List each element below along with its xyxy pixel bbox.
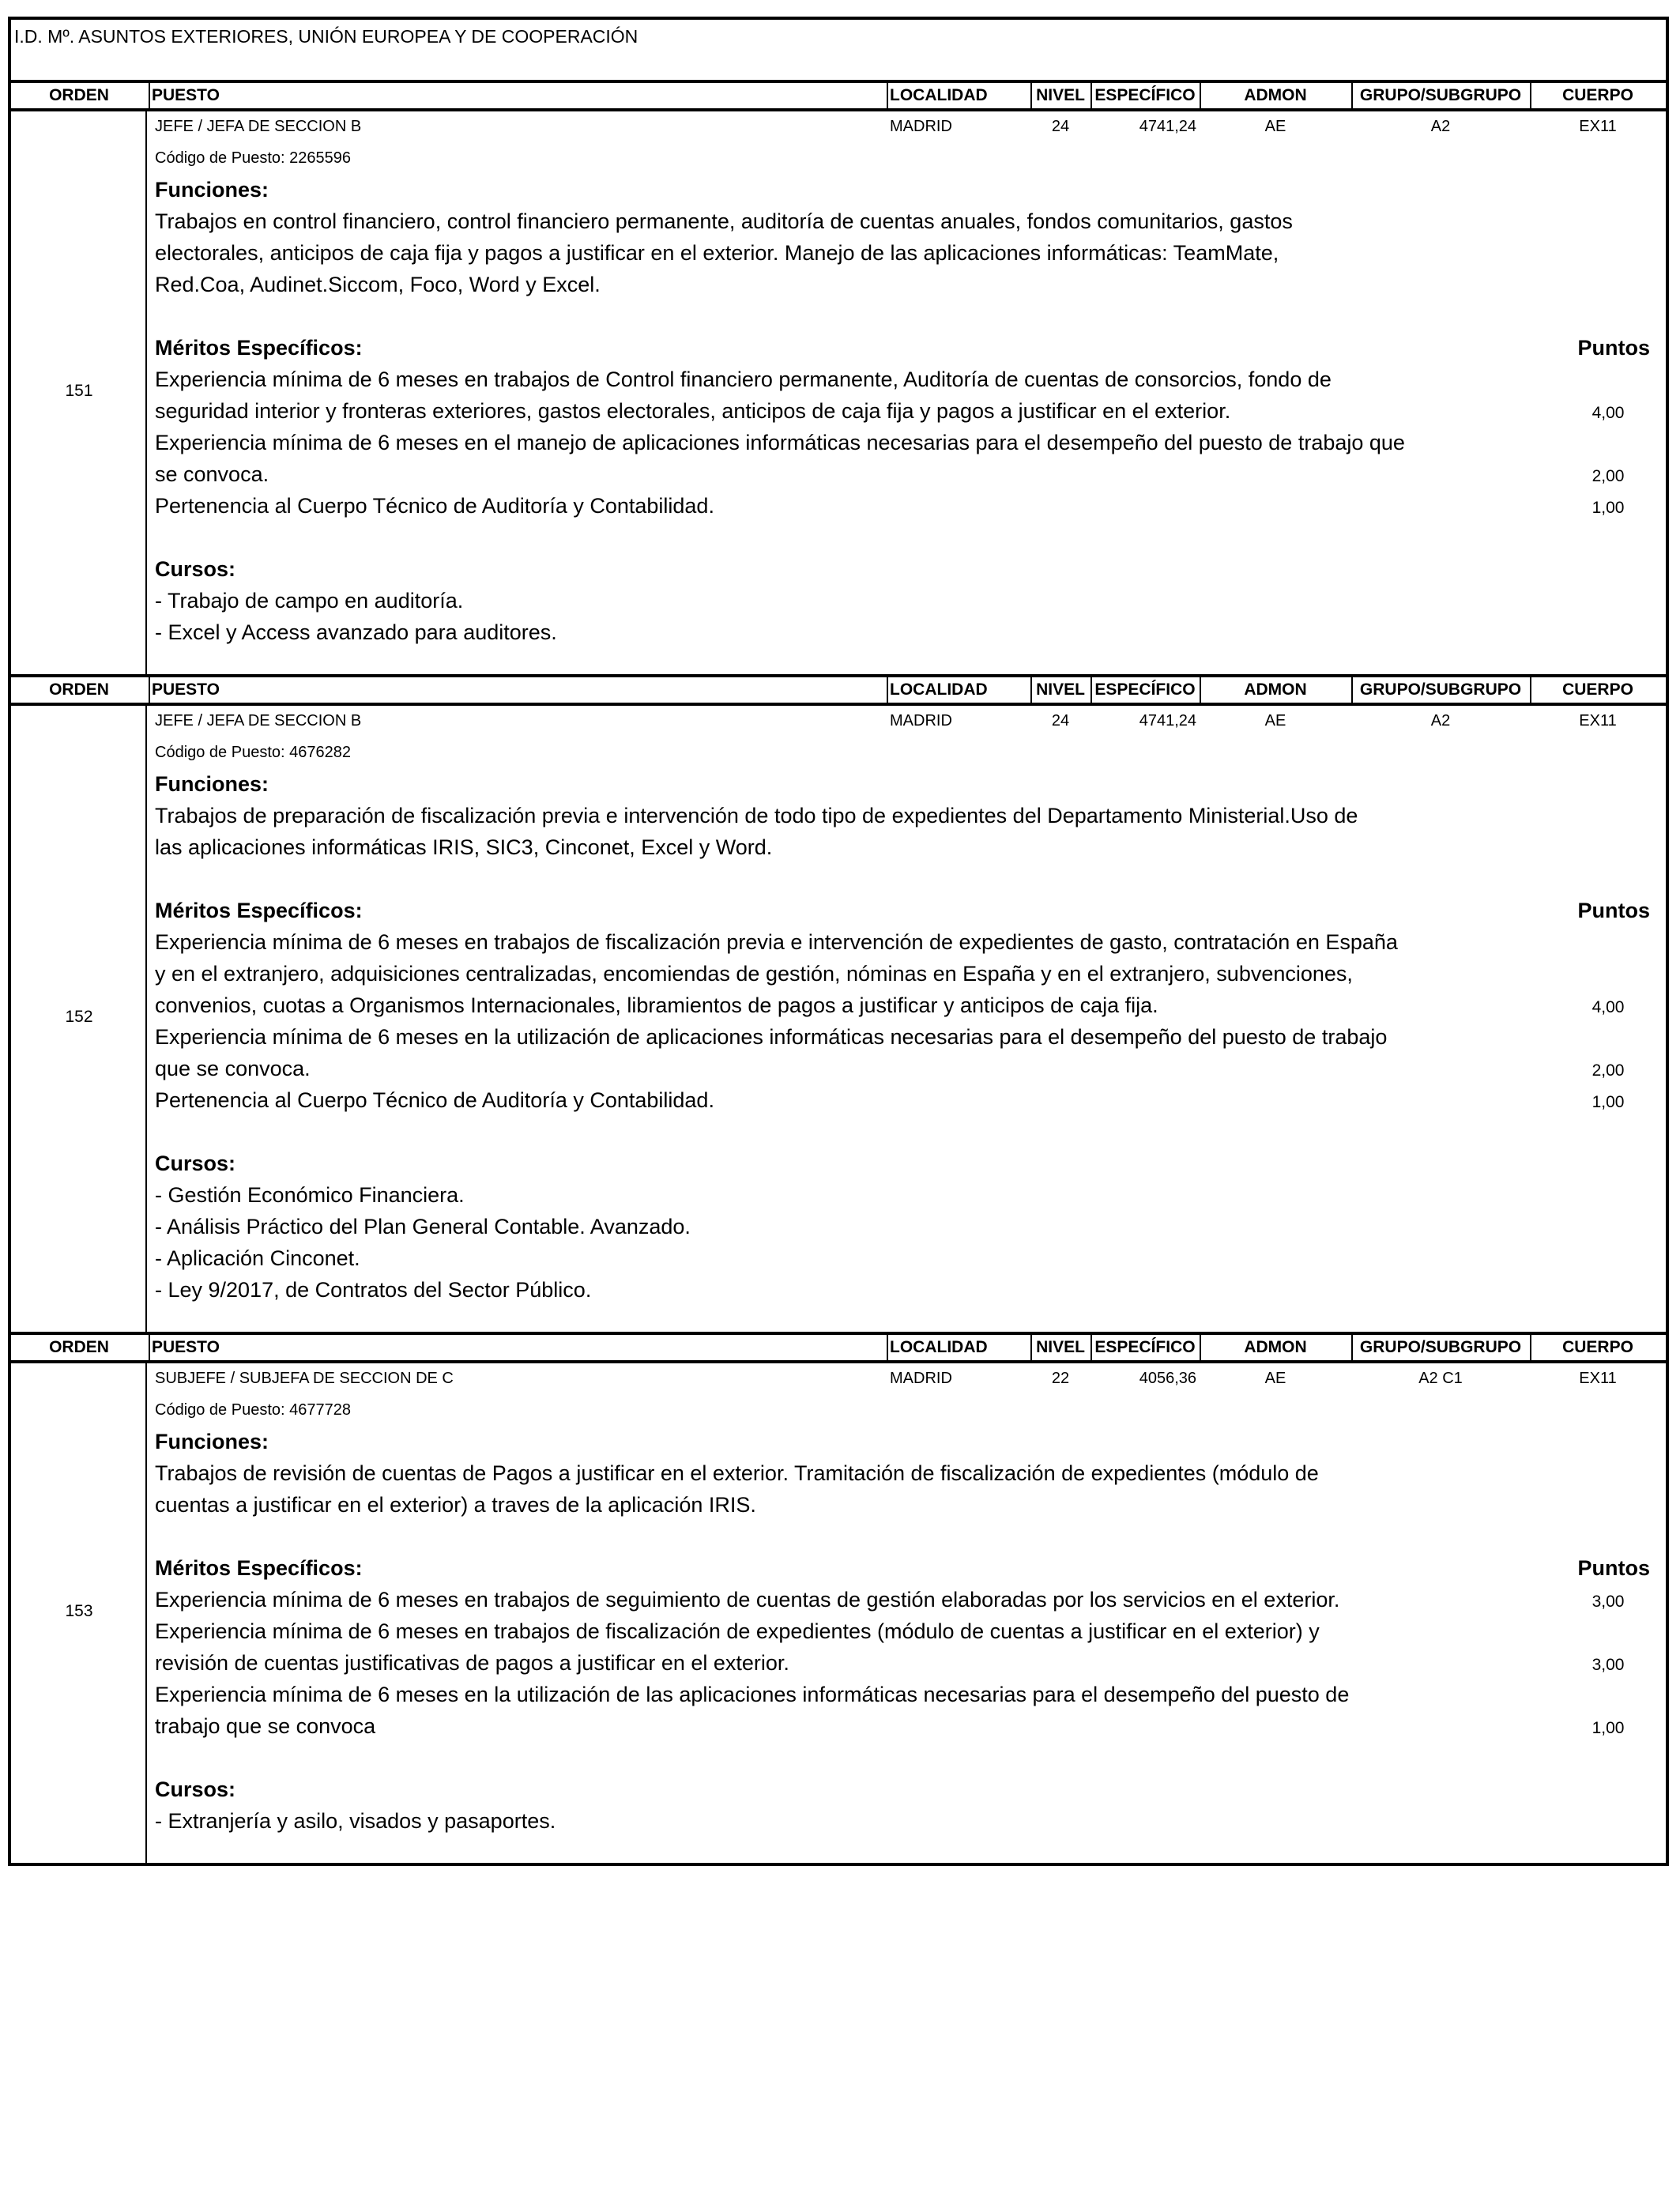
post-localidad: MADRID <box>890 1370 952 1387</box>
merito-line: Experiencia mínima de 6 meses en trabajos de fiscalización previa e intervención de expedientes de gasto, contratación en España <box>155 930 1398 954</box>
merito-line: seguridad interior y fronteras exteriores, gastos electorales, anticipos de caja fija y pagos a justificar en el exterior. <box>155 399 1231 423</box>
funciones-line: cuentas a justificar en el exterior) a traves de la aplicación IRIS. <box>155 1493 756 1517</box>
column-header-grupo: GRUPO/SUBGRUPO <box>1359 680 1522 699</box>
post-cuerpo: EX11 <box>1579 118 1617 135</box>
merito-points: 4,00 <box>1591 404 1625 422</box>
curso-line: - Aplicación Cinconet. <box>155 1246 360 1270</box>
column-divider <box>1030 1335 1032 1360</box>
post-especifico: 4056,36 <box>1139 1370 1196 1387</box>
column-header-admon: ADMON <box>1244 680 1307 699</box>
column-divider <box>1200 83 1201 108</box>
column-header-nivel: NIVEL <box>1036 1338 1085 1356</box>
column-header-nivel: NIVEL <box>1036 680 1085 699</box>
post-code: Código de Puesto: 4677728 <box>155 1401 351 1419</box>
column-header-admon: ADMON <box>1244 1338 1307 1356</box>
funciones-heading: Funciones: <box>155 178 269 202</box>
curso-line: - Análisis Práctico del Plan General Contable. Avanzado. <box>155 1215 691 1238</box>
column-header-cuerpo: CUERPO <box>1562 86 1633 104</box>
funciones-line: las aplicaciones informáticas IRIS, SIC3, Cinconet, Excel y Word. <box>155 835 773 859</box>
cursos-heading: Cursos: <box>155 557 236 581</box>
column-divider <box>1530 677 1531 703</box>
meritos-heading: Méritos Específicos: <box>155 899 363 922</box>
post-localidad: MADRID <box>890 118 952 135</box>
merito-points: 4,00 <box>1591 998 1625 1016</box>
column-header-row <box>8 80 1669 111</box>
cursos-heading: Cursos: <box>155 1152 236 1175</box>
merito-line: revisión de cuentas justificativas de pagos a justificar en el exterior. <box>155 1651 789 1675</box>
column-header-especifico: ESPECÍFICO <box>1094 1338 1196 1356</box>
ministry-name: I.D. Mº. ASUNTOS EXTERIORES, UNIÓN EUROPEA Y DE COOPERACIÓN <box>14 26 638 47</box>
column-header-localidad: LOCALIDAD <box>890 680 988 699</box>
merito-points: 3,00 <box>1591 1656 1625 1674</box>
column-header-orden: ORDEN <box>49 1338 109 1356</box>
column-header-localidad: LOCALIDAD <box>890 86 988 104</box>
orden-number: 152 <box>65 1008 93 1026</box>
post-nivel: 24 <box>1051 118 1070 135</box>
merito-line: Experiencia mínima de 6 meses en el manejo de aplicaciones informáticas necesarias para el desempeño del puesto de trabajo que <box>155 431 1405 454</box>
merito-line: Pertenencia al Cuerpo Técnico de Auditoría y Contabilidad. <box>155 1088 714 1112</box>
column-header-grupo: GRUPO/SUBGRUPO <box>1359 1338 1522 1356</box>
column-divider <box>887 1335 888 1360</box>
column-header-especifico: ESPECÍFICO <box>1094 86 1196 104</box>
orden-number: 153 <box>65 1602 93 1620</box>
post-nivel: 24 <box>1051 712 1070 729</box>
puntos-heading: Puntos <box>1577 1556 1650 1580</box>
column-divider <box>1351 677 1353 703</box>
column-header-puesto: PUESTO <box>152 1338 220 1356</box>
merito-line: Experiencia mínima de 6 meses en trabajos de seguimiento de cuentas de gestión elaboradas por los servicios en el exterior. <box>155 1588 1340 1612</box>
column-header-row <box>8 674 1669 706</box>
column-divider <box>1351 83 1353 108</box>
post-localidad: MADRID <box>890 712 952 729</box>
column-header-orden: ORDEN <box>49 86 109 104</box>
merito-line: trabajo que se convoca <box>155 1714 376 1738</box>
merito-points: 3,00 <box>1591 1593 1625 1611</box>
merito-line: Experiencia mínima de 6 meses en trabajos de Control financiero permanente, Auditoría de cuentas de consorcios, fondo de <box>155 368 1332 391</box>
merito-line: Pertenencia al Cuerpo Técnico de Auditoría y Contabilidad. <box>155 494 714 518</box>
post-admon: AE <box>1264 712 1286 729</box>
post-code: Código de Puesto: 4676282 <box>155 744 351 761</box>
column-divider <box>149 1335 150 1360</box>
post-admon: AE <box>1264 118 1286 135</box>
table-bottom-border <box>8 1863 1669 1866</box>
post-especifico: 4741,24 <box>1139 118 1196 135</box>
post-nivel: 22 <box>1051 1370 1070 1387</box>
meritos-heading: Méritos Específicos: <box>155 336 363 360</box>
column-divider <box>1530 83 1531 108</box>
cursos-heading: Cursos: <box>155 1777 236 1801</box>
funciones-heading: Funciones: <box>155 772 269 796</box>
merito-points: 1,00 <box>1591 1719 1625 1737</box>
column-divider <box>149 677 150 703</box>
funciones-line: Red.Coa, Audinet.Siccom, Foco, Word y Excel. <box>155 273 601 296</box>
column-divider <box>887 83 888 108</box>
funciones-line: Trabajos en control financiero, control financiero permanente, auditoría de cuentas anuales, fondos comunitarios, gastos <box>155 209 1293 233</box>
puntos-heading: Puntos <box>1577 336 1650 360</box>
funciones-line: Trabajos de preparación de fiscalización previa e intervención de todo tipo de expedientes del Departamento Ministerial.Uso de <box>155 804 1358 827</box>
merito-points: 1,00 <box>1591 499 1625 517</box>
column-header-cuerpo: CUERPO <box>1562 1338 1633 1356</box>
column-divider <box>1530 1335 1531 1360</box>
column-header-especifico: ESPECÍFICO <box>1094 680 1196 699</box>
puntos-heading: Puntos <box>1577 899 1650 922</box>
column-divider <box>1090 1335 1092 1360</box>
post-cuerpo: EX11 <box>1579 1370 1617 1387</box>
column-divider <box>1351 1335 1353 1360</box>
meritos-heading: Méritos Específicos: <box>155 1556 363 1580</box>
column-header-orden: ORDEN <box>49 680 109 699</box>
post-code: Código de Puesto: 2265596 <box>155 149 351 167</box>
funciones-heading: Funciones: <box>155 1430 269 1453</box>
orden-number: 151 <box>65 382 93 400</box>
post-puesto: JEFE / JEFA DE SECCION B <box>155 118 362 135</box>
column-divider <box>149 83 150 108</box>
curso-line: - Gestión Económico Financiera. <box>155 1183 465 1207</box>
curso-line: - Trabajo de campo en auditoría. <box>155 589 464 613</box>
column-divider <box>1200 677 1201 703</box>
column-header-localidad: LOCALIDAD <box>890 1338 988 1356</box>
column-header-row <box>8 1332 1669 1363</box>
merito-line: se convoca. <box>155 462 269 486</box>
post-cuerpo: EX11 <box>1579 712 1617 729</box>
curso-line: - Extranjería y asilo, visados y pasaportes. <box>155 1809 556 1833</box>
post-block <box>8 1363 1669 1863</box>
column-header-nivel: NIVEL <box>1036 86 1085 104</box>
merito-line: Experiencia mínima de 6 meses en trabajos de fiscalización de expedientes (módulo de cuentas a justificar en el exterior) y <box>155 1619 1320 1643</box>
post-puesto: SUBJEFE / SUBJEFA DE SECCION DE C <box>155 1370 454 1387</box>
post-grupo: A2 C1 <box>1418 1370 1463 1387</box>
post-especifico: 4741,24 <box>1139 712 1196 729</box>
merito-line: y en el extranjero, adquisiciones centralizadas, encomiendas de gestión, nóminas en España y en el extranjero, subvenciones, <box>155 962 1353 986</box>
post-grupo: A2 <box>1430 712 1451 729</box>
post-grupo: A2 <box>1430 118 1451 135</box>
column-divider <box>1090 677 1092 703</box>
column-header-grupo: GRUPO/SUBGRUPO <box>1359 86 1522 104</box>
column-divider <box>887 677 888 703</box>
curso-line: - Ley 9/2017, de Contratos del Sector Público. <box>155 1278 592 1302</box>
post-admon: AE <box>1264 1370 1286 1387</box>
merito-points: 2,00 <box>1591 1061 1625 1080</box>
column-divider <box>1030 83 1032 108</box>
posts-table <box>8 80 1669 1863</box>
funciones-line: electorales, anticipos de caja fija y pagos a justificar en el exterior. Manejo de las aplicaciones informáticas: TeamMate, <box>155 241 1279 265</box>
merito-line: Experiencia mínima de 6 meses en la utilización de las aplicaciones informáticas necesarias para el desempeño del puesto de <box>155 1683 1350 1706</box>
curso-line: - Excel y Access avanzado para auditores. <box>155 620 557 644</box>
funciones-line: Trabajos de revisión de cuentas de Pagos a justificar en el exterior. Tramitación de fiscalización de expedientes (módulo de <box>155 1461 1319 1485</box>
merito-points: 2,00 <box>1591 467 1625 485</box>
merito-points: 1,00 <box>1591 1093 1625 1111</box>
column-divider <box>1090 83 1092 108</box>
merito-line: que se convoca. <box>155 1057 311 1080</box>
column-header-cuerpo: CUERPO <box>1562 680 1633 699</box>
ministry-title <box>8 17 1669 80</box>
column-header-admon: ADMON <box>1244 86 1307 104</box>
merito-line: Experiencia mínima de 6 meses en la utilización de aplicaciones informáticas necesarias para el desempeño del puesto de trabajo <box>155 1025 1388 1049</box>
post-block <box>8 111 1669 674</box>
column-header-puesto: PUESTO <box>152 86 220 104</box>
post-puesto: JEFE / JEFA DE SECCION B <box>155 712 362 729</box>
column-divider <box>1200 1335 1201 1360</box>
merito-line: convenios, cuotas a Organismos Internacionales, libramientos de pagos a justificar y anticipos de caja fija. <box>155 993 1158 1017</box>
post-block <box>8 706 1669 1332</box>
column-header-puesto: PUESTO <box>152 680 220 699</box>
column-divider <box>1030 677 1032 703</box>
document <box>8 17 1669 1863</box>
